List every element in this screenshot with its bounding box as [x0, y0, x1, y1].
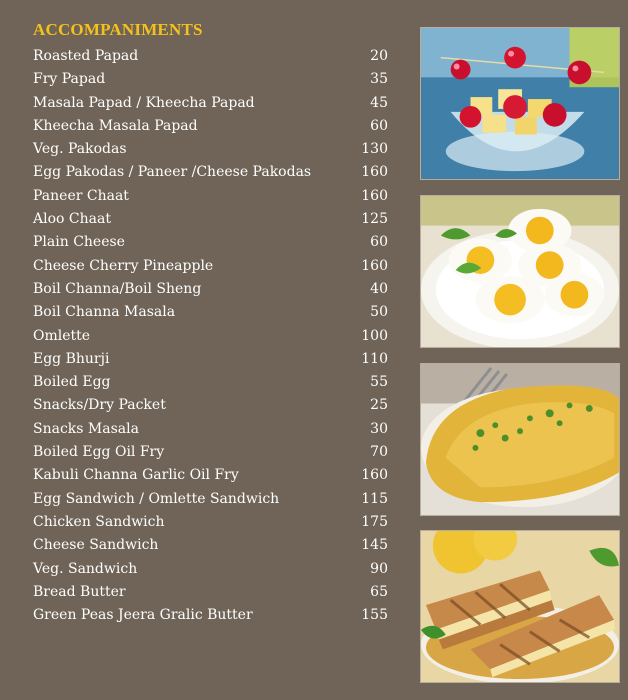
menu-item-price: 35	[370, 71, 388, 88]
menu-item	[33, 441, 388, 464]
menu-item-name: Boil Channa Masala	[33, 304, 176, 321]
menu-item-name: Chicken Sandwich	[33, 513, 165, 530]
menu-item	[33, 45, 388, 68]
menu-item	[33, 161, 388, 184]
menu-item-price: 125	[361, 211, 388, 228]
menu-item-name: Cheese Sandwich	[33, 537, 159, 554]
photo-boiled-egg	[420, 195, 620, 348]
menu-item	[33, 464, 388, 487]
photo-omlette	[420, 363, 620, 516]
menu-item-price: 60	[370, 234, 388, 251]
menu-list	[33, 45, 388, 627]
menu-item-name: Veg. Pakodas	[33, 141, 127, 158]
menu-item-name: Veg. Sandwich	[33, 560, 138, 577]
menu-item-price: 175	[361, 513, 388, 530]
menu-item	[33, 348, 388, 371]
menu-item-price: 45	[370, 94, 388, 111]
menu-item-price: 40	[370, 280, 388, 297]
menu-item	[33, 301, 388, 324]
section-title: ACCOMPANIMENTS	[33, 20, 203, 39]
menu-item-name: Kabuli Channa Garlic Oil Fry	[33, 467, 239, 484]
menu-item-name: Snacks/Dry Packet	[33, 397, 166, 414]
menu-item-name: Kheecha Masala Papad	[33, 117, 198, 134]
menu-item	[33, 68, 388, 91]
menu-item	[33, 208, 388, 231]
menu-item	[33, 558, 388, 581]
menu-item-price: 65	[370, 583, 388, 600]
menu-item-name: Roasted Papad	[33, 48, 139, 64]
menu-item-name: Plain Cheese	[33, 234, 125, 251]
menu-item-price: 90	[370, 560, 388, 577]
menu-item-price: 160	[361, 187, 388, 204]
menu-item-name: Egg Pakodas / Paneer /Cheese Pakodas	[33, 164, 312, 181]
photo-cheese-cherry-pineapple	[420, 27, 620, 180]
menu-item-price: 60	[370, 117, 388, 134]
menu-item	[33, 231, 388, 254]
menu-item-name: Boiled Egg Oil Fry	[33, 444, 165, 461]
menu-item	[33, 394, 388, 417]
menu-item-name: Aloo Chaat	[33, 211, 111, 228]
menu-item	[33, 185, 388, 208]
menu-item-price: 25	[370, 397, 388, 414]
menu-item-name: Egg Sandwich / Omlette Sandwich	[33, 490, 280, 507]
menu-item-name: Green Peas Jeera Gralic Butter	[33, 607, 253, 624]
menu-item-price: 30	[370, 420, 388, 437]
menu-item-name: Paneer Chaat	[33, 187, 129, 204]
photo-cheese-sandwich	[420, 530, 620, 683]
menu-item-price: 155	[361, 607, 388, 624]
menu-item-name: Fry Papad	[33, 71, 106, 88]
menu-item	[33, 534, 388, 557]
menu-item-price: 160	[361, 164, 388, 181]
menu-item	[33, 418, 388, 441]
menu-item	[33, 278, 388, 301]
menu-item	[33, 604, 388, 627]
menu-item-price: 100	[361, 327, 388, 344]
menu-item-name: Boiled Egg	[33, 374, 111, 391]
menu-item-price: 110	[361, 350, 388, 367]
menu-item-price: 145	[361, 537, 388, 554]
menu-item	[33, 325, 388, 348]
menu-item-price: 115	[361, 490, 388, 507]
menu-item-price: 50	[370, 304, 388, 321]
menu-item-price: 130	[361, 141, 388, 158]
menu-item	[33, 581, 388, 604]
menu-item-price: 20	[370, 48, 388, 64]
menu-item-name: Snacks Masala	[33, 420, 139, 437]
menu-item	[33, 371, 388, 394]
menu-item-name: Egg Bhurji	[33, 350, 110, 367]
menu-item-name: Cheese Cherry Pineapple	[33, 257, 214, 274]
menu-item-name: Bread Butter	[33, 583, 126, 600]
menu-item-price: 70	[370, 444, 388, 461]
menu-item-name: Omlette	[33, 327, 91, 344]
menu-item	[33, 138, 388, 161]
menu-item-name: Boil Channa/Boil Sheng	[33, 280, 202, 297]
menu-item	[33, 255, 388, 278]
menu-item-name: Masala Papad / Kheecha Papad	[33, 94, 255, 111]
menu-item	[33, 92, 388, 115]
menu-item	[33, 511, 388, 534]
menu-item-price: 160	[361, 467, 388, 484]
menu-item	[33, 115, 388, 138]
menu-item	[33, 488, 388, 511]
menu-item-price: 160	[361, 257, 388, 274]
menu-item-price: 55	[370, 374, 388, 391]
